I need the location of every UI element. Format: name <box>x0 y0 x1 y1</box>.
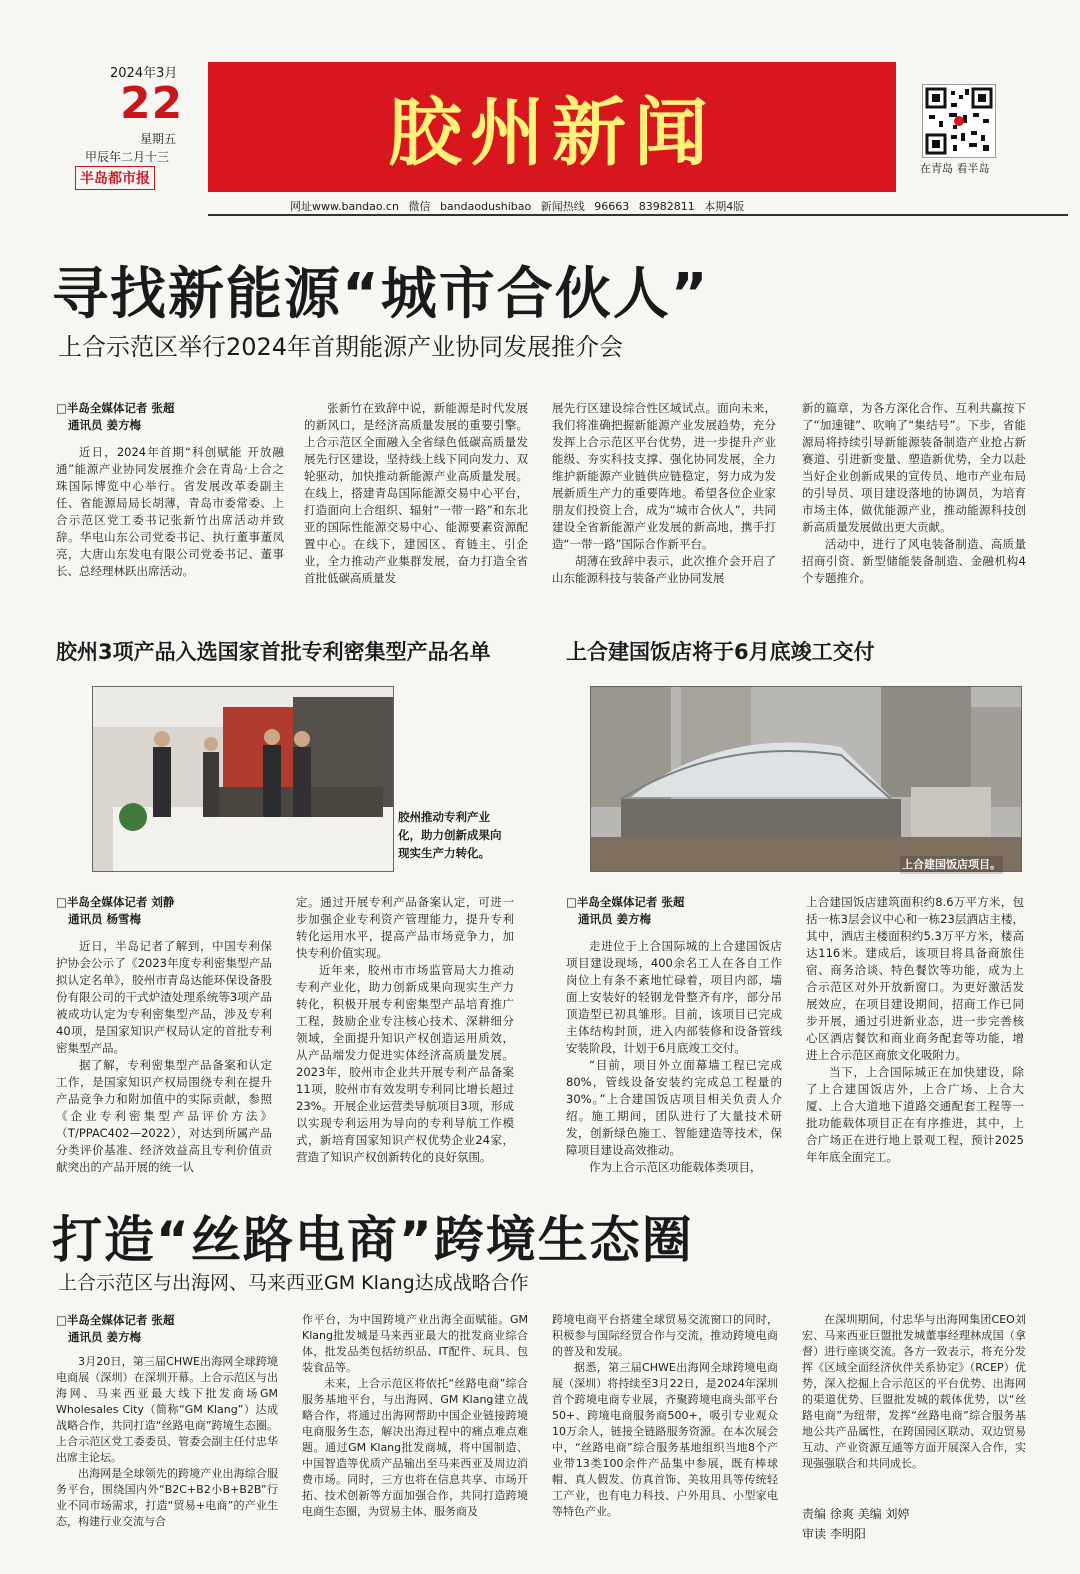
article3-paragraph: 走进位于上合国际城的上合建国饭店项目建设现场，400余名工人在各自工作岗位上有条不紊地忙碌着，项目内部，墙面上安装好的轻钢龙骨整齐有序，部分吊顶造型已初具雏形。目前，该项目已完成主体结构封顶，进入内部装修和设备管线安装阶段，计划于6月底竣工交付。 <box>566 939 782 1055</box>
date-weekday: 星期五 <box>140 132 177 146</box>
article2-paragraph: 据了解，专利密集型产品备案和认定工作，是国家知识产权局围绕专利在提升产品竞争力和附加值中的实际贡献，参照《企业专利密集型产品评价方法》（T/PPAC402—2022），对达到所属产品分类评价基准、经济效益高且专利价值贡献突出的产品开展的统一认 <box>56 1058 272 1174</box>
article4-paragraph: 出海网是全球领先的跨境产业出海综合服务平台，围绕国内外“B2C+B2小B+B2B”行业不同市场需求，打造“贸易+电商”的产业生态，构建行业交流与合 <box>56 1467 278 1528</box>
qr-code-icon[interactable] <box>922 84 996 158</box>
article1-paragraph: 展先行区建设综合性区域试点。面向未来，我们将准确把握新能源产业发展趋势，充分发挥上合示范区平台优势，进一步提升产业能级、夯实科技支撑、强化协同发展，全力维护新能源产业链供应链稳定，努力成为发展新质生产力的重要阵地。希望各位企业家朋友们投资上合，成为“城市合伙人”，共同建设全省新能源产业发展的新高地，携手打造“一带一路”国际合作新平台。 <box>552 401 776 551</box>
article4-paragraph: 据悉，第三届CHWE出海网全球跨境电商展（深圳）将持续至3月22日，是2024年深圳首个跨境电商专业展，齐聚跨境电商头部平台50+、跨境电商服务商500+，吸引专业观众10万余人，链接全链路服务资源。在本次展会中，“丝路电商”综合服务基地组织当地8个产业带13类100余件产品集中参展，既有棒球帽、真人假发、仿真首饰、美妆用具等传统轻工产业，也有电力科技、户外用具、小型家电等特色产业。 <box>552 1361 778 1518</box>
article1-paragraph: 新的篇章，为各方深化合作、互利共赢按下了“加速键”、吹响了“集结号”。下步，省能源局将持续引导新能源装备制造产业抢占新赛道、引进新变量、塑造新优势，全力以赴当好企业创新成果的宣传员、地市产业布局的引导员、项目建设落地的协调员，为培育市场主体，做优能源产业，推动能源科技创新高质量发展做出更大贡献。 <box>802 401 1026 534</box>
article1-byline-correspondent: 通讯员 姜方梅 <box>68 418 142 432</box>
article4-paragraph: 未来，上合示范区将依托“丝路电商”综合服务基地平台，与出海网、GM Klang建立战略合作，将通过出海网帮助中国企业链接跨境电商服务生态，解决出海过程中的痛点难点难题。通过GM Klang批发商城，将中国制造、中国智造等优质产品输出至马来西亚及周边消费市场。同时，三方也将在信息共享、市场开拓、技术创新等方面加强合作，共同打造跨境电商生态圈，为贸易主体、服务商及 <box>302 1377 528 1518</box>
article3-byline-correspondent: 通讯员 姜方梅 <box>578 912 652 926</box>
qr-caption: 在青岛 看半岛 <box>920 162 990 175</box>
masthead-title: 胶州新闻 <box>388 90 716 176</box>
article1-byline-reporter: □半岛全媒体记者 张超 <box>56 401 175 415</box>
article4-paragraph: 3月20日，第三届CHWE出海网全球跨境电商展（深圳）在深圳开幕。上合示范区与出海网、马来西亚最大线下批发商场GM Wholesales City（简称“GM Klang”）达成战略合作，共同打造“丝路电商”跨境生态圈。上合示范区党工委委员、管委会副主任付忠华出席主论坛。 <box>56 1355 278 1464</box>
article2-byline-correspondent: 通讯员 杨雪梅 <box>68 912 142 926</box>
article1-paragraph: 张新竹在致辞中说，新能源是时代发展的新风口，是经济高质量发展的重要引擎。上合示范区全面融入全省绿色低碳高质量发展先行区建设，坚持线上线下同向发力、双轮驱动，加快推动新能源产业高质量发展。在线上，搭建青岛国际能源交易中心平台，打造面向上合组织、辐射“一带一路”和东北亚的国际性能源交易中心、能源要素资源配置中心。在线下，建园区、育链主、引企业，全力推动产业集群发展，奋力打造全省首批低碳高质量发 <box>304 401 528 585</box>
article1-headline: 寻找新能源“城市合伙人” <box>52 262 710 327</box>
article4-byline-correspondent: 通讯员 姜方梅 <box>68 1330 142 1344</box>
article2-photo <box>92 686 394 872</box>
article2-paragraph: 定。通过开展专利产品备案认定，可进一步加强企业专利资产管理能力，提升专利转化运用水平，提高产品市场竞争力，加快专利价值实现。 <box>296 895 514 960</box>
article3-paragraph: 当下，上合国际城正在加快建设，除了上合建国饭店外，上合广场、上合大厦、上合大道地下道路交通配套工程等一批功能载体项目正在有序推进，其中，上合广场正在进行地上景观工程，预计2025年年底全面完工。 <box>806 1065 1024 1164</box>
article4-headline: 打造“丝路电商”跨境生态圈 <box>52 1211 694 1269</box>
contact-info-bar: 网址www.bandao.cn 微信 bandaodushibao 新闻热线 96663 83982811 本期4版 <box>290 200 745 213</box>
article3-photo <box>590 686 1022 872</box>
date-lunar: 甲辰年二月十三 <box>85 150 170 164</box>
article4-paragraph: 跨境电商平台搭建全球贸易交流窗口的同时，积极参与国际经贸合作与交流，推动跨境电商的普及和发展。 <box>552 1313 778 1358</box>
article4-byline-reporter: □半岛全媒体记者 张超 <box>56 1313 175 1327</box>
article4-paragraph: 作平台，为中国跨境产业出海全面赋能。GM Klang批发城是马来西亚最大的批发商业综合体，批发品类包括纺织品、IT配件、玩具、包装食品等。 <box>302 1313 528 1374</box>
article1-paragraph: 近日，2024年首期“科创赋能 开放融通”能源产业协同发展推介会在青岛·上合之珠国际博览中心举行。省发展改革委副主任、省能源局局长胡薄，青岛市委常委、上合示范区党工委书记张新竹出席活动并致辞。华电山东公司党委书记、执行董事董凤亮，大唐山东发电有限公司党委书记、董事长、总经理林跃出席活动。 <box>56 445 284 578</box>
article2-paragraph: 近年来，胶州市市场监管局大力推动专利产业化，助力创新成果向现实生产力转化，积极开展专利密集型产品培育推广工程，鼓励企业专注核心技术、深耕细分领域，全面提升知识产权创造运用质效，从产品端发力促进实体经济高质量发展。2023年，胶州市企业共开展专利产品备案11项，胶州市有效发明专利同比增长超过23%。开展企业运营类导航项目3项，形成以实现专利运用为导向的专利导航工作模式，新培育国家知识产权优势企业24家，营造了知识产权创新转化的良好氛围。 <box>296 963 514 1164</box>
article1-paragraph: 胡薄在致辞中表示，此次推介会开启了山东能源科技与装备产业协同发展 <box>552 554 776 585</box>
date-day: 22 <box>120 78 184 129</box>
masthead-title-box <box>208 62 896 192</box>
editor-credits-line: 责编 徐爽 美编 刘婷 <box>802 1507 910 1521</box>
date-year-month: 2024年3月 <box>110 66 178 81</box>
article3-byline-reporter: □半岛全媒体记者 张超 <box>566 895 685 909</box>
brand-logo: 半岛都市报 <box>75 166 155 190</box>
article3-photo-caption: 上合建国饭店项目。 <box>900 856 1003 874</box>
article1-paragraph: 活动中，进行了风电装备制造、高质量招商引资、新型储能装备制造、金融机构4个专题推介。 <box>802 537 1026 585</box>
article3-paragraph: “目前，项目外立面幕墙工程已完成80%，管线设备安装约完成总工程量的30%。”上合建国饭店项目相关负责人介绍。施工期间，团队进行了大量技术研发，创新绿色施工、智能建造等技术，保障项目建设高效推动。 <box>566 1058 782 1157</box>
article4-paragraph: 在深圳期间，付忠华与出海网集团CEO刘宏、马来西亚巨盟批发城董事经理林成国（拿督）进行座谈交流。各方一致表示，将充分发挥《区域全面经济伙伴关系协定》（RCEP）优势，深入挖掘上合示范区的平台优势、出海网的渠道优势、巨盟批发城的载体优势，以“丝路电商”为纽带，发挥“丝路电商”综合服务基地公共产品属性，在跨国园区联动、双边贸易互动、产业资源互通等方面开展深入合作，实现强强联合和共同成长。 <box>802 1313 1026 1470</box>
article2-paragraph: 近日，半岛记者了解到，中国专利保护协会公示了《2023年度专利密集型产品拟认定名单》，胶州市青岛达能环保设备股份有限公司的干式炉渣处理系统等3项产品被成功认定为专利密集型产品，涉及专利40项，是国家知识产权局认定的首批专利密集型产品。 <box>56 939 272 1055</box>
article2-byline-reporter: □半岛全媒体记者 刘静 <box>56 895 175 909</box>
article3-headline: 上合建国饭店将于6月底竣工交付 <box>566 640 875 664</box>
article3-paragraph: 作为上合示范区功能载体类项目， <box>589 1160 762 1174</box>
editor-credits <box>802 1504 909 1544</box>
masthead-divider <box>208 214 1068 216</box>
editor-credits-line: 审读 李明阳 <box>802 1527 866 1541</box>
article4-subhead: 上合示范区与出海网、马来西亚GM Klang达成战略合作 <box>58 1272 529 1294</box>
article1-subhead: 上合示范区举行2024年首期能源产业协同发展推介会 <box>58 333 624 361</box>
article3-paragraph: 上合建国饭店建筑面积约8.6万平方米，包括一栋3层会议中心和一栋23层酒店主楼，其中，酒店主楼面积约5.3万平方米，楼高达116米。建成后，该项目将具备商旅住宿、商务洽谈、特色餐饮等功能，成为上合示范区对外开放新窗口。为更好激活发展效应，在项目建设期间，招商工作已同步开展，通过引进新业态，进一步完善核心区酒店餐饮和商业商务配套等功能，增进上合示范区商旅文化吸附力。 <box>806 895 1024 1062</box>
article2-photo-caption: 胶州推动专利产业化，助力创新成果向现实生产力转化。 <box>398 810 502 860</box>
article2-headline: 胶州3项产品入选国家首批专利密集型产品名单 <box>56 640 491 664</box>
